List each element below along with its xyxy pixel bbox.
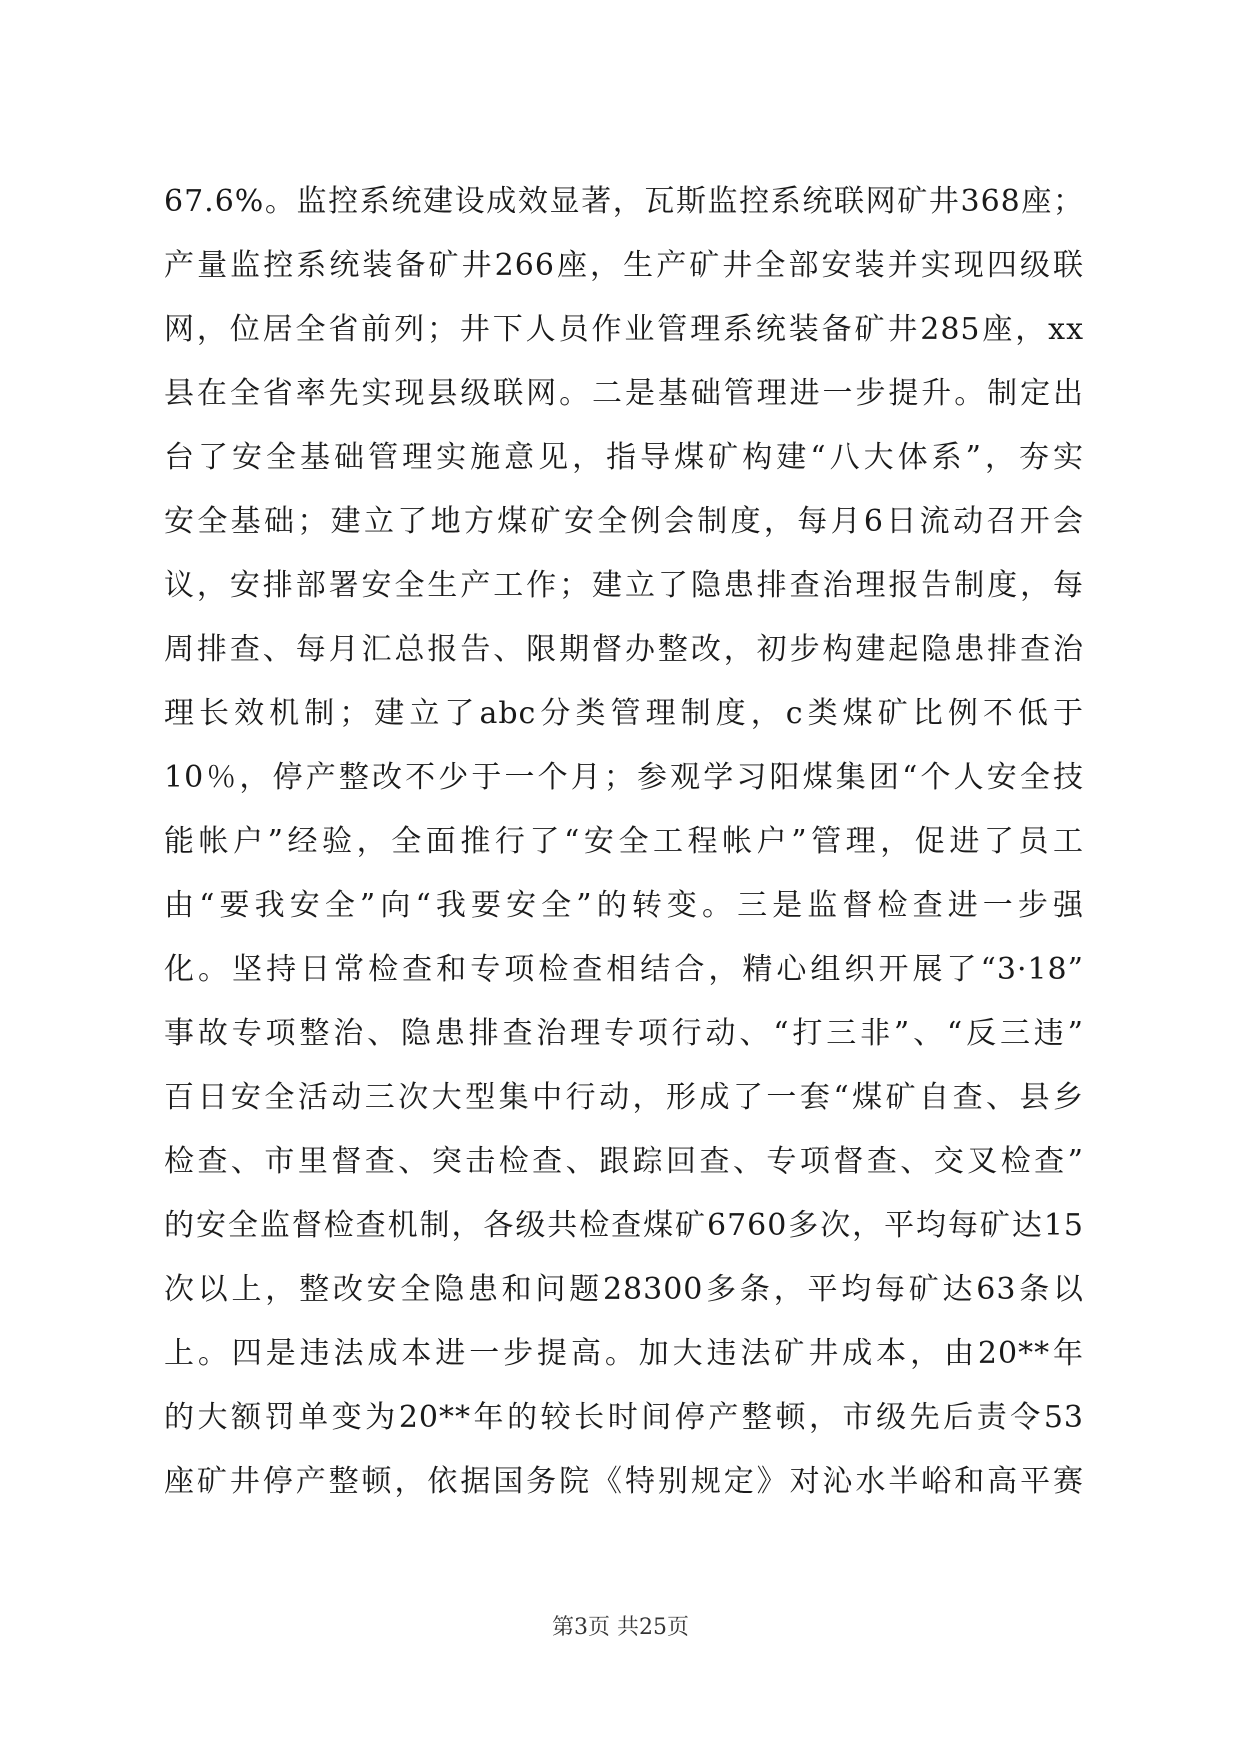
text-line: 由“要我安全”向“我要安全”的转变。三是监督检查进一步强	[164, 888, 1084, 923]
text-line: 产量监控系统装备矿井266座，生产矿井全部安装并实现四级联	[164, 248, 1084, 283]
text-line: 座矿井停产整顿，依据国务院《特别规定》对沁水半峪和高平赛	[164, 1464, 1084, 1499]
text-line: 10％，停产整改不少于一个月；参观学习阳煤集团“个人安全技	[164, 760, 1084, 795]
text-line: 能帐户”经验，全面推行了“安全工程帐户”管理，促进了员工	[164, 824, 1084, 859]
text-line: 事故专项整治、隐患排查治理专项行动、“打三非”、“反三违”	[164, 1016, 1084, 1051]
text-line: 网，位居全省前列；井下人员作业管理系统装备矿井285座，xx	[164, 312, 1084, 347]
text-line: 百日安全活动三次大型集中行动，形成了一套“煤矿自查、县乡	[164, 1080, 1084, 1115]
text-line: 次以上，整改安全隐患和问题28300多条，平均每矿达63条以	[164, 1272, 1084, 1307]
text-line: 检查、市里督查、突击检查、跟踪回查、专项督查、交叉检查”	[164, 1144, 1084, 1179]
page-number-footer: 第3页 共25页	[552, 1615, 689, 1640]
body-text	[164, 170, 1084, 1514]
text-line: 上。四是违法成本进一步提高。加大违法矿井成本，由20**年	[164, 1336, 1084, 1371]
text-line: 议，安排部署安全生产工作；建立了隐患排查治理报告制度，每	[164, 568, 1084, 603]
text-line: 周排查、每月汇总报告、限期督办整改，初步构建起隐患排查治	[164, 632, 1084, 667]
text-line: 的大额罚单变为20**年的较长时间停产整顿，市级先后责令53	[164, 1400, 1084, 1435]
text-line: 67.6%。监控系统建设成效显著，瓦斯监控系统联网矿井368座；	[164, 184, 1084, 219]
text-line: 理长效机制；建立了abc分类管理制度，c类煤矿比例不低于	[164, 696, 1084, 731]
text-line: 县在全省率先实现县级联网。二是基础管理进一步提升。制定出	[164, 376, 1084, 411]
text-line: 台了安全基础管理实施意见，指导煤矿构建“八大体系”，夯实	[164, 440, 1084, 475]
text-line: 的安全监督检查机制，各级共检查煤矿6760多次，平均每矿达15	[164, 1208, 1084, 1243]
text-line: 化。坚持日常检查和专项检查相结合，精心组织开展了“3·18”	[164, 952, 1084, 987]
text-line: 安全基础；建立了地方煤矿安全例会制度，每月6日流动召开会	[164, 504, 1084, 539]
